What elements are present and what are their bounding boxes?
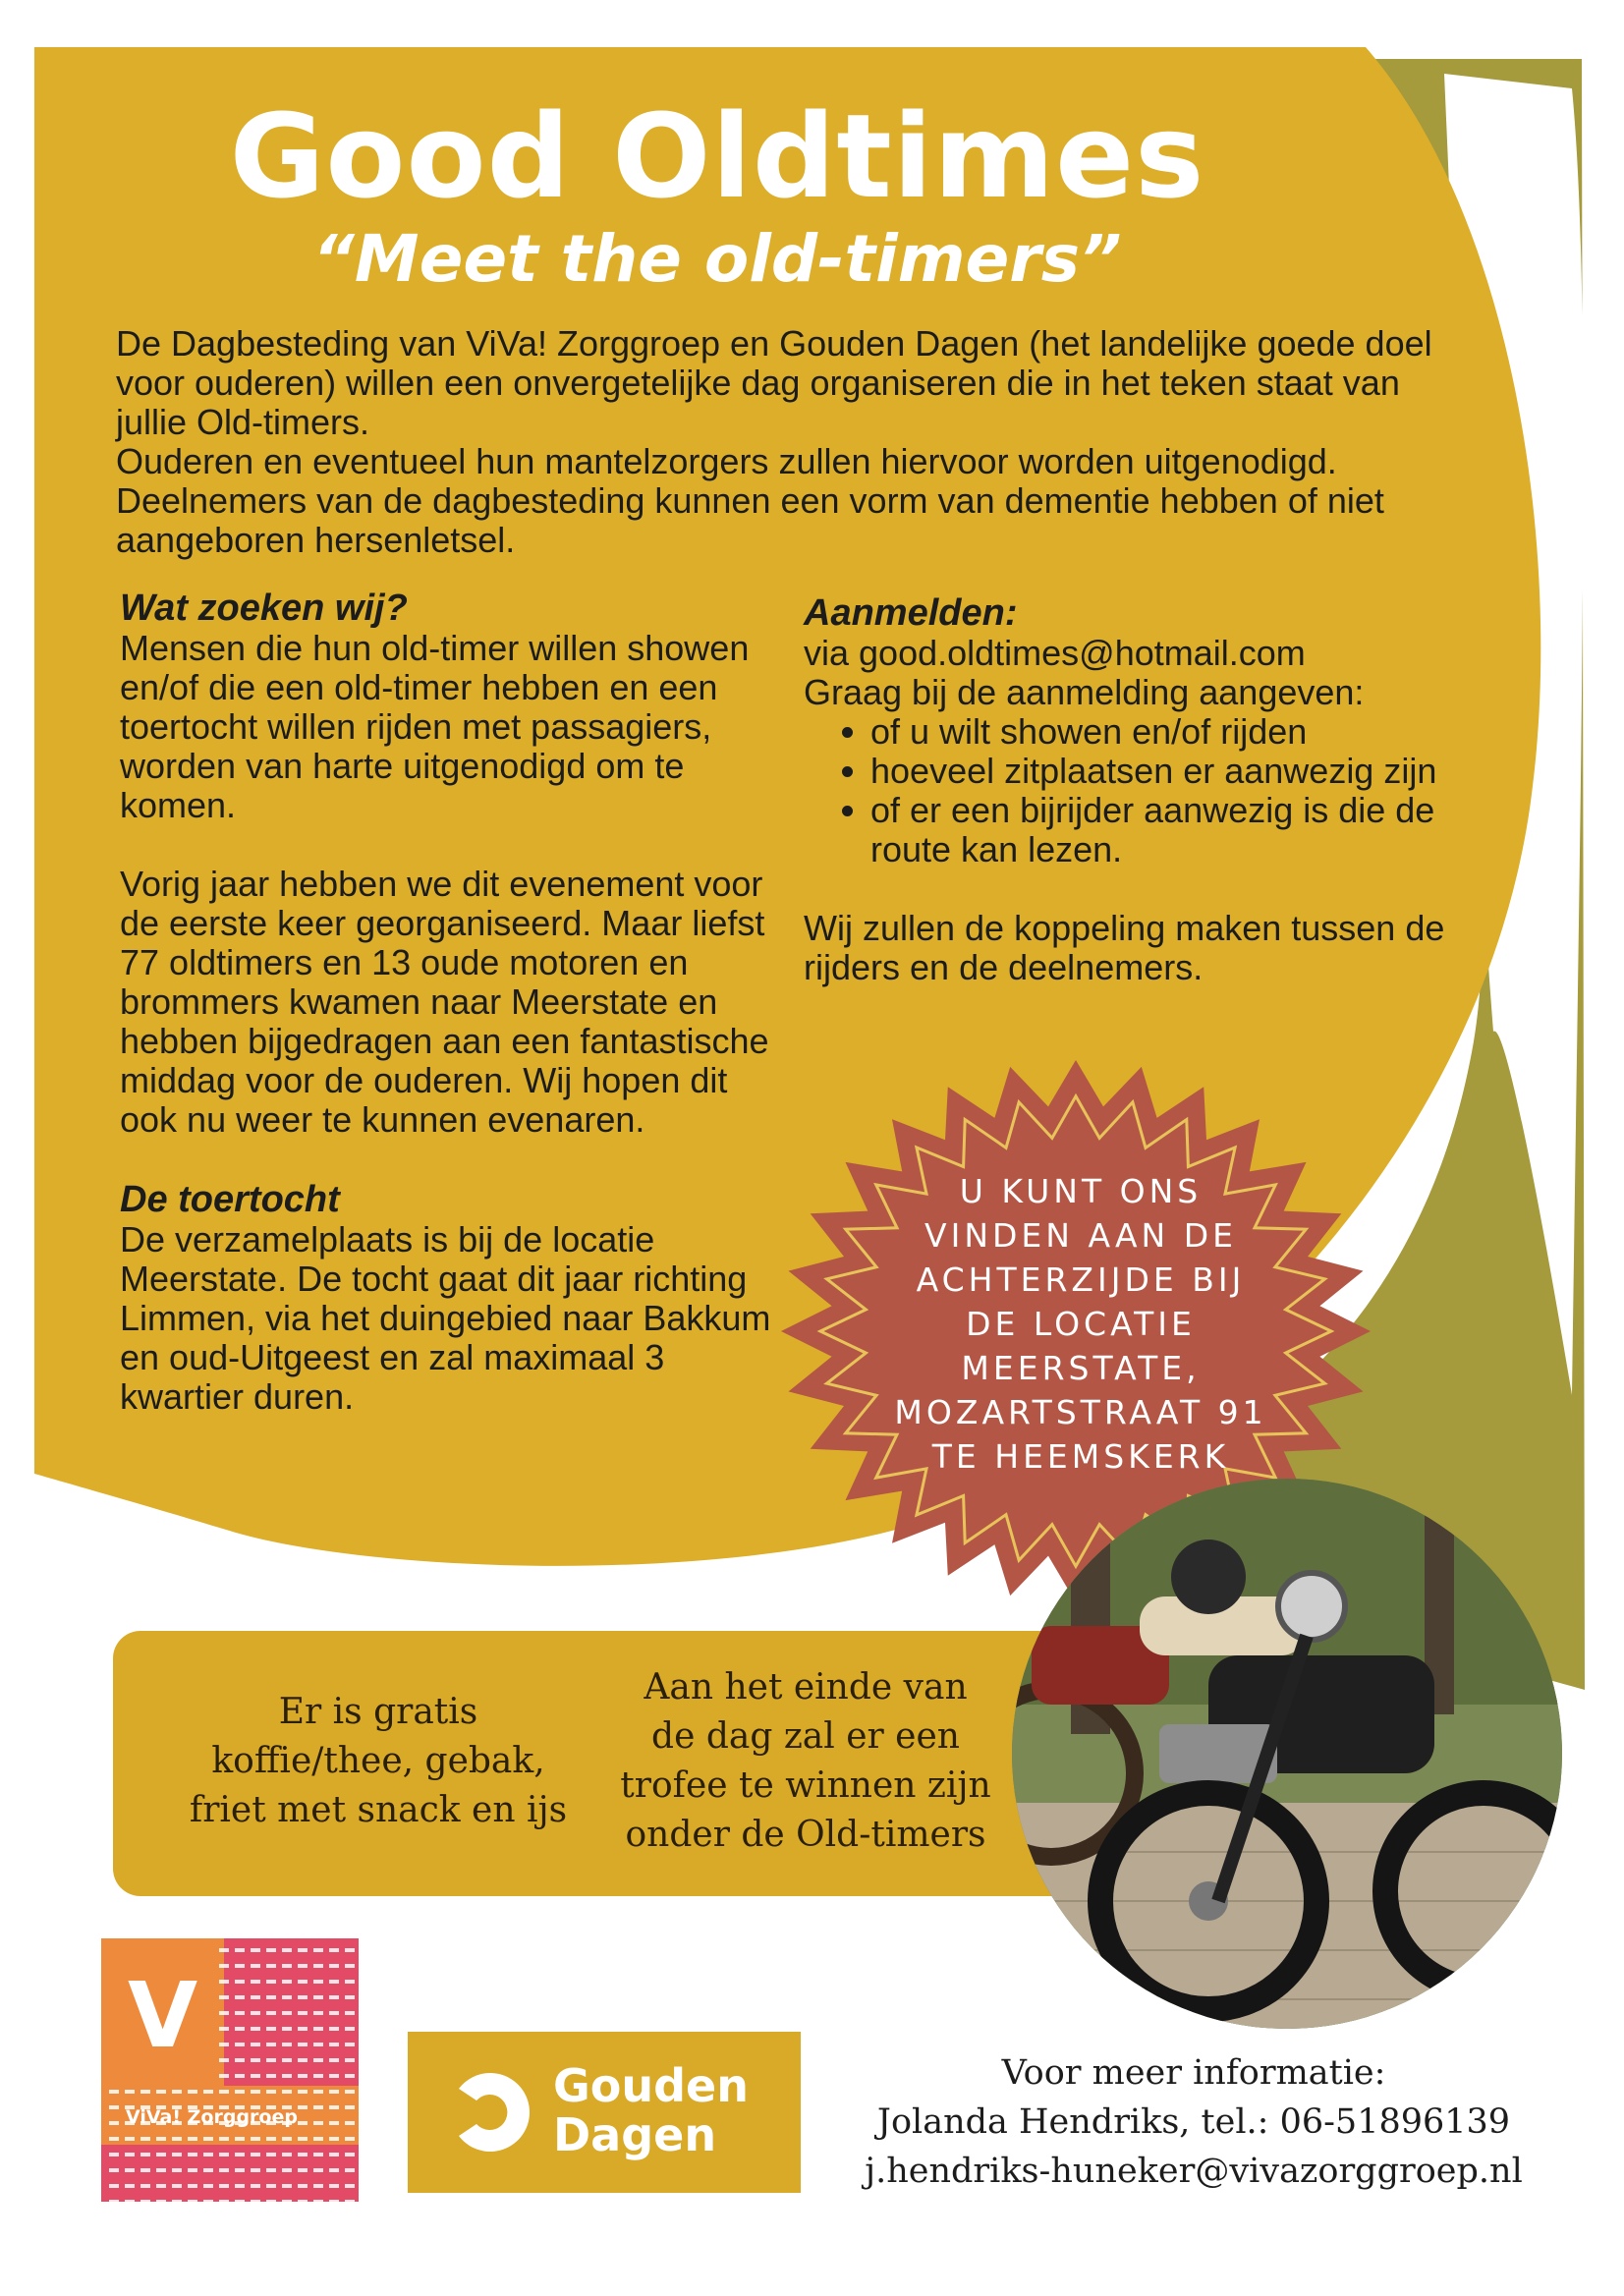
contact-email: j.hendriks-huneker@vivazorggroep.nl xyxy=(865,2152,1523,2191)
info-line: friet met snack en ijs xyxy=(189,1790,568,1830)
info-trophy xyxy=(589,1663,1022,1860)
wat-zoeken-wij-text: Mensen die hun old-timer willen showen en/of die een old-timer hebben en een toertocht willen rijden met passagiers, worden van harte uitgenodigd om te komen. xyxy=(120,628,750,825)
page-title: Good Oldtimes xyxy=(229,88,1205,224)
heading-wat-zoeken-wij: Wat zoeken wij? xyxy=(120,588,408,629)
list-item: • of u wilt showen en/of rijden xyxy=(870,712,1472,752)
list-item: • hoeveel zitplaatsen er aanwezig zijn xyxy=(870,752,1472,791)
contact-info xyxy=(835,2048,1552,2196)
dagen-line: Dagen xyxy=(553,2108,717,2161)
page-subtitle: “Meet the old-timers” xyxy=(312,221,1122,297)
info-line: Aan het einde van xyxy=(644,1667,968,1708)
gouden-dagen-logo xyxy=(408,2032,801,2193)
intro-paragraph-2: Ouderen en eventueel hun mantelzorgers zullen hiervoor worden uitgenodigd. Deelnemers van de dagbesteding kunnen een vorm van dementie hebben of niet aangeboren hersenletsel. xyxy=(116,441,1384,560)
info-line: koffie/thee, gebak, xyxy=(211,1741,545,1781)
viva-name: ViVa! Zorggroep xyxy=(126,2106,298,2128)
heading-toertocht: De toertocht xyxy=(120,1179,340,1220)
starburst-line: TE HEEMSKERK xyxy=(931,1437,1230,1476)
gouden-dagen-logo-icon xyxy=(447,2069,533,2156)
vorig-jaar-text: Vorig jaar hebben we dit evenement voor de eerste keer georganiseerd. Maar liefst 77 oldtimers en 13 oude motoren en brommers kwamen naar Meerstate en hebben bijgedragen aan een fantastische middag voor de ouderen. Wij hopen dit ook nu weer te kunnen evenaren. xyxy=(120,864,769,1140)
email-line: via good.oldtimes@hotmail.com xyxy=(804,633,1306,673)
starburst-line: VINDEN AAN DE xyxy=(924,1216,1237,1255)
intro-text xyxy=(116,324,1432,560)
motorcycle-photo xyxy=(1012,1479,1562,2029)
location-starburst-text xyxy=(845,1169,1316,1479)
intro-paragraph-1: De Dagbesteding van ViVa! Zorggroep en Gouden Dagen (het landelijke goede doel voor ouderen) willen een onvergetelijke dag organiseren die in het teken staat van jullie Old-timers. xyxy=(116,323,1432,442)
koppeling-text: Wij zullen de koppeling maken tussen de rijders en de deelnemers. xyxy=(804,908,1445,987)
info-line: trofee te winnen zijn xyxy=(620,1765,991,1806)
starburst-line: U KUNT ONS xyxy=(959,1172,1203,1210)
gouden-dagen-text xyxy=(553,2061,749,2159)
starburst-line: MEERSTATE, xyxy=(961,1349,1201,1387)
starburst-line: MOZARTSTRAAT 91 xyxy=(894,1393,1267,1431)
info-line: de dag zal er een xyxy=(651,1716,960,1757)
motorcycle-illustration xyxy=(1012,1479,1562,2029)
heading-aanmelden: Aanmelden: xyxy=(804,592,1018,634)
gouden-line: Gouden xyxy=(553,2059,749,2112)
info-line: onder de Old-timers xyxy=(625,1815,986,1855)
info-line: Er is gratis xyxy=(278,1692,478,1732)
list-item: • of er een bijrijder aanwezig is die de route kan lezen. xyxy=(870,791,1472,869)
toertocht-text: De verzamelplaats is bij de locatie Meerstate. De tocht gaat dit jaar richting Limmen, via het duingebied naar Bakkum en oud-Uitgeest en zal maximaal 3 kwartier duren. xyxy=(120,1219,771,1417)
contact-heading: Voor meer informatie: xyxy=(1001,2053,1386,2093)
starburst-line: ACHTERZIJDE BIJ xyxy=(916,1260,1246,1299)
info-free-food xyxy=(162,1688,594,1835)
right-column xyxy=(804,592,1472,987)
viva-letter: V xyxy=(128,1963,198,2068)
contact-name-phone: Jolanda Hendriks, tel.: 06-51896139 xyxy=(876,2102,1511,2142)
aanmelding-list xyxy=(804,712,1472,869)
left-column xyxy=(120,588,788,1417)
aanmelding-instruction: Graag bij de aanmelding aangeven: xyxy=(804,672,1365,712)
starburst-line: DE LOCATIE xyxy=(966,1305,1196,1343)
